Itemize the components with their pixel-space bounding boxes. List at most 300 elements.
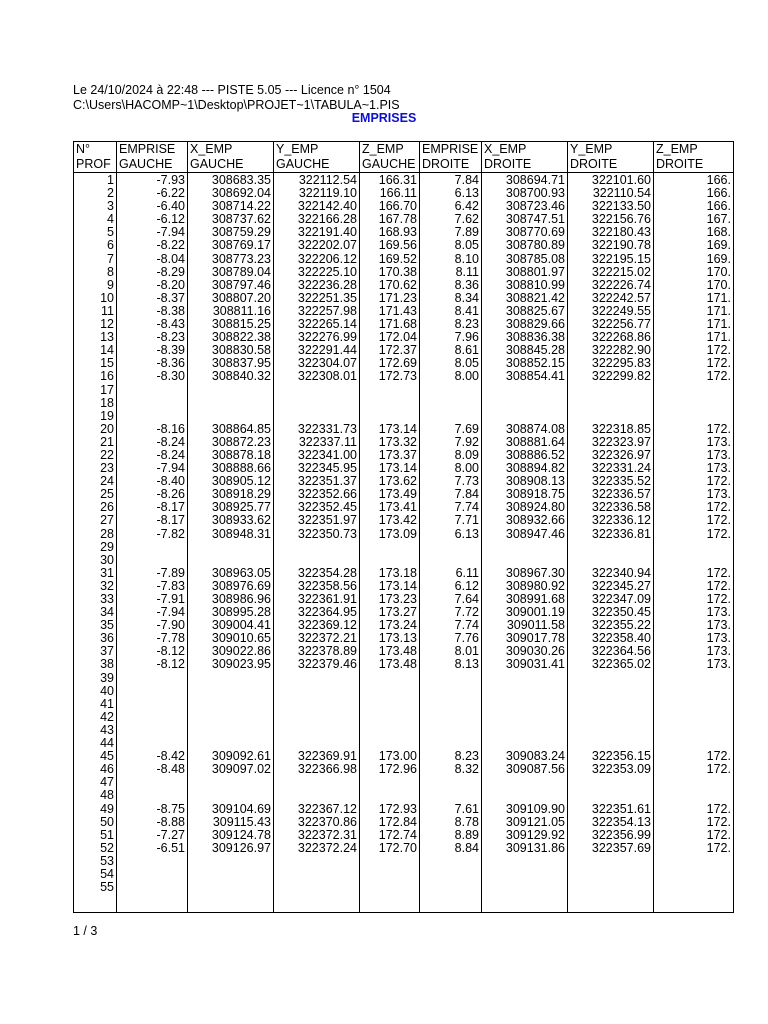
table-cell: 172. <box>706 840 731 855</box>
column-header <box>481 142 567 171</box>
table-cell: 172.73 <box>378 369 417 384</box>
table-cell: 9 <box>107 277 114 292</box>
table-cell: 322354.13 <box>591 814 651 829</box>
column-divider <box>481 141 482 913</box>
table-cell: 173. <box>706 605 731 620</box>
table-cell: 309124.78 <box>211 827 271 842</box>
table-cell: -8.39 <box>156 343 185 358</box>
table-cell: 322356.99 <box>591 827 651 842</box>
table-cell: 322206.12 <box>297 251 357 266</box>
table-cell: 50 <box>100 814 114 829</box>
table-cell: 172.84 <box>378 814 417 829</box>
table-cell: 308830.58 <box>211 343 271 358</box>
table-cell: 20 <box>100 421 114 436</box>
table-cell: 322331.24 <box>591 461 651 476</box>
table-cell: 322341.00 <box>297 447 357 462</box>
table-cell: 166. <box>706 199 731 214</box>
table-row <box>73 567 733 580</box>
table-cell: 308840.32 <box>211 369 271 384</box>
table-cell: 173.41 <box>378 500 417 515</box>
table-cell: 322369.12 <box>297 618 357 633</box>
table-cell: 173. <box>706 461 731 476</box>
table-cell: 32 <box>100 578 114 593</box>
table-cell: 322257.98 <box>297 303 357 318</box>
table-cell: -8.75 <box>156 801 185 816</box>
table-cell: -8.24 <box>156 447 185 462</box>
column-header <box>116 142 187 171</box>
column-header <box>187 142 273 171</box>
table-cell: 309126.97 <box>211 840 271 855</box>
table-cell: 308807.20 <box>211 290 271 305</box>
table-cell: 173.23 <box>378 592 417 606</box>
column-divider <box>116 141 117 913</box>
table-cell: 48 <box>100 788 114 803</box>
table-cell: 7.69 <box>454 421 479 436</box>
column-header-line-1: Y_EMP <box>570 142 613 156</box>
table-cell: 308980.92 <box>505 578 565 593</box>
table-cell: 172. <box>706 762 731 777</box>
table-cell: 322308.01 <box>297 369 357 384</box>
table-cell: -7.94 <box>156 605 185 620</box>
table-cell: 7.64 <box>454 592 479 606</box>
table-cell: 166.11 <box>379 186 417 201</box>
table-cell: 39 <box>100 670 114 685</box>
report-title-text: EMPRISES <box>351 111 417 125</box>
table-cell: 49 <box>100 801 114 816</box>
table-cell: 173.14 <box>378 421 417 436</box>
table-row <box>73 292 733 305</box>
table-cell: 42 <box>100 709 114 724</box>
table-cell: 309121.05 <box>505 814 565 829</box>
table-cell: 7.73 <box>454 474 479 489</box>
table-cell: -7.94 <box>156 225 185 240</box>
table-cell: 309017.78 <box>505 631 565 646</box>
table-cell: 308967.30 <box>505 565 565 580</box>
table-cell: 322364.95 <box>297 605 357 620</box>
table-cell: 8.34 <box>454 290 479 305</box>
table-cell: -8.26 <box>156 487 185 502</box>
table-cell: 322119.10 <box>298 186 357 201</box>
table-row <box>73 397 733 410</box>
table-cell: 322142.40 <box>297 199 357 214</box>
table-cell: 36 <box>100 631 114 646</box>
column-header-line-1: EMPRISE <box>422 142 479 156</box>
table-cell: 17 <box>100 382 114 397</box>
column-header <box>73 142 116 171</box>
table-cell: -8.24 <box>156 434 185 449</box>
table-cell: 8.10 <box>454 251 479 266</box>
table-cell: -8.40 <box>156 474 185 489</box>
table-cell: 45 <box>100 749 114 764</box>
table-cell: 46 <box>100 762 114 777</box>
table-cell: -8.23 <box>156 330 185 345</box>
table-cell: 308737.62 <box>211 212 271 227</box>
table-cell: 308986.96 <box>211 592 271 606</box>
table-cell: 171.23 <box>378 290 417 305</box>
table-cell: 8.61 <box>454 343 479 358</box>
table-cell: 308874.08 <box>505 421 565 436</box>
table-cell: 308894.82 <box>505 461 565 476</box>
table-cell: 30 <box>100 552 114 567</box>
table-cell: 173.62 <box>378 474 417 489</box>
table-cell: 308991.68 <box>505 592 565 606</box>
table-cell: 308886.52 <box>505 447 565 462</box>
table-cell: 7.62 <box>454 212 479 227</box>
table-cell: 172. <box>706 565 731 580</box>
table-cell: 37 <box>100 644 114 659</box>
table-cell: 172. <box>706 578 731 593</box>
table-cell: 6 <box>107 238 114 253</box>
table-cell: 10 <box>100 290 114 305</box>
table-cell: 6.42 <box>454 199 479 214</box>
table-cell: -7.82 <box>156 526 185 541</box>
table-cell: 308976.69 <box>211 578 271 593</box>
table-cell: -7.91 <box>156 592 185 606</box>
table-cell: -8.29 <box>156 264 185 279</box>
table-cell: 309129.92 <box>505 827 565 842</box>
table-cell: 173.27 <box>378 605 417 620</box>
table-cell: 7.89 <box>454 225 479 240</box>
table-row <box>73 279 733 292</box>
table-cell: 309083.24 <box>505 749 565 764</box>
table-cell: 7.96 <box>454 330 479 345</box>
table-cell: 322358.56 <box>297 578 357 593</box>
report-header <box>73 83 400 113</box>
table-cell: 8.09 <box>454 447 479 462</box>
column-header <box>567 142 653 171</box>
column-header <box>359 142 419 171</box>
table-cell: 172. <box>706 474 731 489</box>
table-cell: 322378.89 <box>297 644 357 659</box>
table-cell: 7.61 <box>454 801 479 816</box>
column-divider <box>359 141 360 913</box>
table-row <box>73 855 733 868</box>
table-cell: 322336.12 <box>591 513 651 528</box>
table-cell: 173. <box>706 631 731 646</box>
table-cell: 172.37 <box>378 343 417 358</box>
table-cell: 308854.41 <box>505 369 565 384</box>
table-cell: 322369.91 <box>297 749 357 764</box>
page-number: 1 / 3 <box>73 924 98 938</box>
table-cell: 308789.04 <box>211 264 271 279</box>
table-cell: -8.42 <box>156 749 185 764</box>
report-title <box>0 111 768 125</box>
table-cell: 170.62 <box>378 277 417 292</box>
table-cell: 166.70 <box>378 199 417 214</box>
column-header-line-1: X_EMP <box>484 142 527 156</box>
table-cell: 172. <box>706 592 731 606</box>
table-cell: 173.48 <box>378 644 417 659</box>
table-cell: 308918.75 <box>505 487 565 502</box>
table-cell: 7.71 <box>454 513 479 528</box>
table-cell: -8.88 <box>156 814 185 829</box>
table-cell: 172. <box>706 749 731 764</box>
table-row <box>73 711 733 724</box>
table-cell: 52 <box>100 840 114 855</box>
table-cell: 322256.77 <box>591 317 651 332</box>
table-row <box>73 528 733 541</box>
table-cell: 7.74 <box>454 500 479 515</box>
table-cell: 55 <box>100 880 114 895</box>
table-row <box>73 842 733 855</box>
table-cell: 166.31 <box>378 173 417 187</box>
table-cell: 309010.65 <box>211 631 271 646</box>
table-cell: 166. <box>706 173 731 187</box>
table-cell: 308845.28 <box>505 343 565 358</box>
table-cell: 309004.41 <box>211 618 271 633</box>
table-cell: 322101.60 <box>591 173 651 187</box>
table-cell: 322353.09 <box>591 762 651 777</box>
table-cell: 322191.40 <box>297 225 357 240</box>
table-cell: 16 <box>100 369 114 384</box>
table-cell: 8.78 <box>454 814 479 829</box>
table-cell: 308821.42 <box>505 290 565 305</box>
table-cell: 322242.57 <box>591 290 651 305</box>
table-cell: 173.37 <box>378 447 417 462</box>
table-cell: 322372.24 <box>297 840 357 855</box>
table-cell: 309115.43 <box>212 814 271 829</box>
column-header-line-2: GAUCHE <box>362 156 416 171</box>
table-cell: 172. <box>706 500 731 515</box>
table-cell: 173.13 <box>378 631 417 646</box>
table-cell: 322265.14 <box>297 317 357 332</box>
table-cell: 173. <box>706 644 731 659</box>
table-cell: 168. <box>706 225 731 240</box>
table-cell: 308878.18 <box>211 447 271 462</box>
table-cell: 173. <box>706 487 731 502</box>
table-cell: 2 <box>107 186 114 201</box>
table-cell: -8.43 <box>156 317 185 332</box>
table-cell: 172.74 <box>378 827 417 842</box>
table-body-box <box>73 141 733 913</box>
table-cell: 172. <box>706 369 731 384</box>
column-header-line-2: DROITE <box>656 156 704 171</box>
table-cell: 322364.56 <box>591 644 651 659</box>
table-cell: 308723.46 <box>505 199 565 214</box>
table-cell: 322372.21 <box>297 631 357 646</box>
table-cell: 47 <box>100 775 114 790</box>
table-cell: 8.23 <box>454 317 479 332</box>
table-cell: 21 <box>100 434 114 449</box>
table-cell: 7.84 <box>454 173 479 187</box>
table-row <box>73 829 733 842</box>
table-row <box>73 672 733 685</box>
table-cell: -7.94 <box>156 461 185 476</box>
table-cell: 51 <box>100 827 114 842</box>
table-cell: 170.38 <box>378 264 417 279</box>
table-cell: 308925.77 <box>211 500 271 515</box>
table-cell: 308811.16 <box>212 303 271 318</box>
table-cell: 322340.94 <box>591 565 651 580</box>
table-cell: 309031.41 <box>505 657 565 672</box>
table-cell: 171.68 <box>378 317 417 332</box>
column-header-line-2: DROITE <box>570 156 618 171</box>
table-cell: 309097.02 <box>211 762 271 777</box>
table-row <box>73 514 733 527</box>
table-cell: -8.22 <box>156 238 185 253</box>
table-cell: -7.27 <box>156 827 185 842</box>
table-cell: 322367.12 <box>297 801 357 816</box>
table-cell: 166. <box>706 186 731 201</box>
table-cell: 322112.54 <box>298 173 357 187</box>
table-row <box>73 370 733 383</box>
table-cell: 172. <box>706 356 731 371</box>
table-cell: 172.69 <box>378 356 417 371</box>
table-cell: 6.13 <box>454 526 479 541</box>
table-cell: 170. <box>706 264 731 279</box>
table-cell: 322351.61 <box>591 801 651 816</box>
column-header-line-1: Z_EMP <box>656 142 698 156</box>
table-cell: 28 <box>100 526 114 541</box>
table-cell: 35 <box>100 618 114 633</box>
column-header-line-2: DROITE <box>422 156 470 171</box>
table-cell: 169. <box>706 251 731 266</box>
table-cell: 322318.85 <box>591 421 651 436</box>
table-cell: 308905.12 <box>211 474 271 489</box>
table-cell: 322180.43 <box>591 225 651 240</box>
column-divider <box>653 141 654 913</box>
table-cell: 172. <box>706 513 731 528</box>
table-cell: 41 <box>100 696 114 711</box>
table-rows <box>73 174 733 894</box>
table-row <box>73 239 733 252</box>
table-cell: 7.84 <box>454 487 479 502</box>
table-cell: 172. <box>706 421 731 436</box>
table-cell: -6.12 <box>156 212 185 227</box>
table-cell: -8.37 <box>156 290 185 305</box>
table-cell: 172. <box>706 343 731 358</box>
header-line-1: Le 24/10/2024 à 22:48 --- PISTE 5.05 --- Licence n° 1504 <box>73 83 391 97</box>
table-cell: 322156.76 <box>591 212 651 227</box>
table-cell: 308797.46 <box>211 277 271 292</box>
table-cell: 322357.69 <box>591 840 651 855</box>
table-cell: 322295.83 <box>591 356 651 371</box>
table-row <box>73 554 733 567</box>
table-cell: 308933.62 <box>211 513 271 528</box>
table-cell: 7.76 <box>454 631 479 646</box>
table-cell: 322354.28 <box>297 565 357 580</box>
table-row <box>73 763 733 776</box>
table-cell: 308864.85 <box>211 421 271 436</box>
table-cell: -8.16 <box>156 421 185 436</box>
table-cell: 322345.27 <box>591 578 651 593</box>
table-cell: -7.83 <box>156 578 185 593</box>
table-cell: 322351.97 <box>297 513 357 528</box>
table-cell: 309030.26 <box>505 644 565 659</box>
table-row <box>73 776 733 789</box>
table-cell: 171. <box>706 317 731 332</box>
table-cell: 173.14 <box>378 578 417 593</box>
table-cell: 309092.61 <box>211 749 271 764</box>
table-cell: -6.22 <box>156 186 185 201</box>
table-cell: 322323.97 <box>591 434 651 449</box>
table-cell: 322379.46 <box>297 657 357 672</box>
table-cell: 169. <box>706 238 731 253</box>
table-cell: 322249.55 <box>591 303 651 318</box>
table-cell: 8.89 <box>454 827 479 842</box>
table-cell: 308947.46 <box>505 526 565 541</box>
table-cell: 22 <box>100 447 114 462</box>
table-cell: 308881.64 <box>505 434 565 449</box>
table-cell: 308801.97 <box>505 264 565 279</box>
table-cell: 308785.08 <box>505 251 565 266</box>
emprises-table <box>73 141 731 913</box>
table-cell: 322335.52 <box>591 474 651 489</box>
header-file-path: C:\Users\HACOMP~1\Desktop\PROJET~1\TABULA~1.PIS <box>73 98 400 112</box>
table-cell: 322166.28 <box>297 212 357 227</box>
table-cell: -8.12 <box>156 657 185 672</box>
table-cell: 322282.90 <box>591 343 651 358</box>
table-bottom-border <box>73 912 733 913</box>
table-row <box>73 658 733 671</box>
column-divider <box>187 141 188 913</box>
table-cell: 308924.80 <box>505 500 565 515</box>
table-cell: 6.13 <box>454 186 479 201</box>
table-cell: 322226.74 <box>591 277 651 292</box>
table-cell: 308769.17 <box>211 238 271 253</box>
table-cell: 173. <box>706 447 731 462</box>
column-header-line-1: X_EMP <box>190 142 233 156</box>
table-cell: 171.43 <box>378 303 417 318</box>
table-cell: 26 <box>100 500 114 515</box>
table-cell: 322372.31 <box>297 827 357 842</box>
table-cell: -6.51 <box>156 840 185 855</box>
table-cell: 171. <box>706 303 731 318</box>
table-cell: 308770.69 <box>505 225 565 240</box>
column-header <box>653 142 733 171</box>
table-cell: 19 <box>100 408 114 423</box>
table-cell: 173.32 <box>378 434 417 449</box>
table-row <box>73 253 733 266</box>
table-row <box>73 410 733 423</box>
table-cell: 8.23 <box>454 749 479 764</box>
table-cell: -7.89 <box>156 565 185 580</box>
table-cell: 308714.22 <box>211 199 271 214</box>
table-cell: 308825.67 <box>505 303 565 318</box>
column-header-line-1: Y_EMP <box>276 142 319 156</box>
table-cell: -7.93 <box>156 173 185 187</box>
table-cell: 308822.38 <box>211 330 271 345</box>
table-cell: 172.96 <box>378 762 417 777</box>
table-cell: 8.41 <box>454 303 479 318</box>
table-cell: 322350.73 <box>297 526 357 541</box>
table-cell: 8.00 <box>454 369 479 384</box>
table-cell: -8.12 <box>156 644 185 659</box>
column-divider <box>567 141 568 913</box>
table-row <box>73 384 733 397</box>
table-cell: 8.32 <box>454 762 479 777</box>
table-cell: 308700.93 <box>505 186 565 201</box>
table-cell: 308837.95 <box>211 356 271 371</box>
table-cell: 309104.69 <box>211 801 271 816</box>
table-cell: 54 <box>100 866 114 881</box>
table-cell: 8.84 <box>454 840 479 855</box>
table-cell: 322190.78 <box>591 238 651 253</box>
table-row <box>73 881 733 894</box>
column-divider <box>419 141 420 913</box>
table-cell: 1 <box>107 173 114 187</box>
table-cell: 322304.07 <box>297 356 357 371</box>
column-header-line-2: DROITE <box>484 156 532 171</box>
table-cell: 322291.44 <box>297 343 357 358</box>
column-divider <box>73 141 74 913</box>
table-cell: 27 <box>100 513 114 528</box>
table-cell: 322351.37 <box>297 474 357 489</box>
table-cell: 15 <box>100 356 114 371</box>
table-cell: 322299.82 <box>591 369 651 384</box>
table-cell: 8.05 <box>454 356 479 371</box>
column-header <box>419 142 481 171</box>
